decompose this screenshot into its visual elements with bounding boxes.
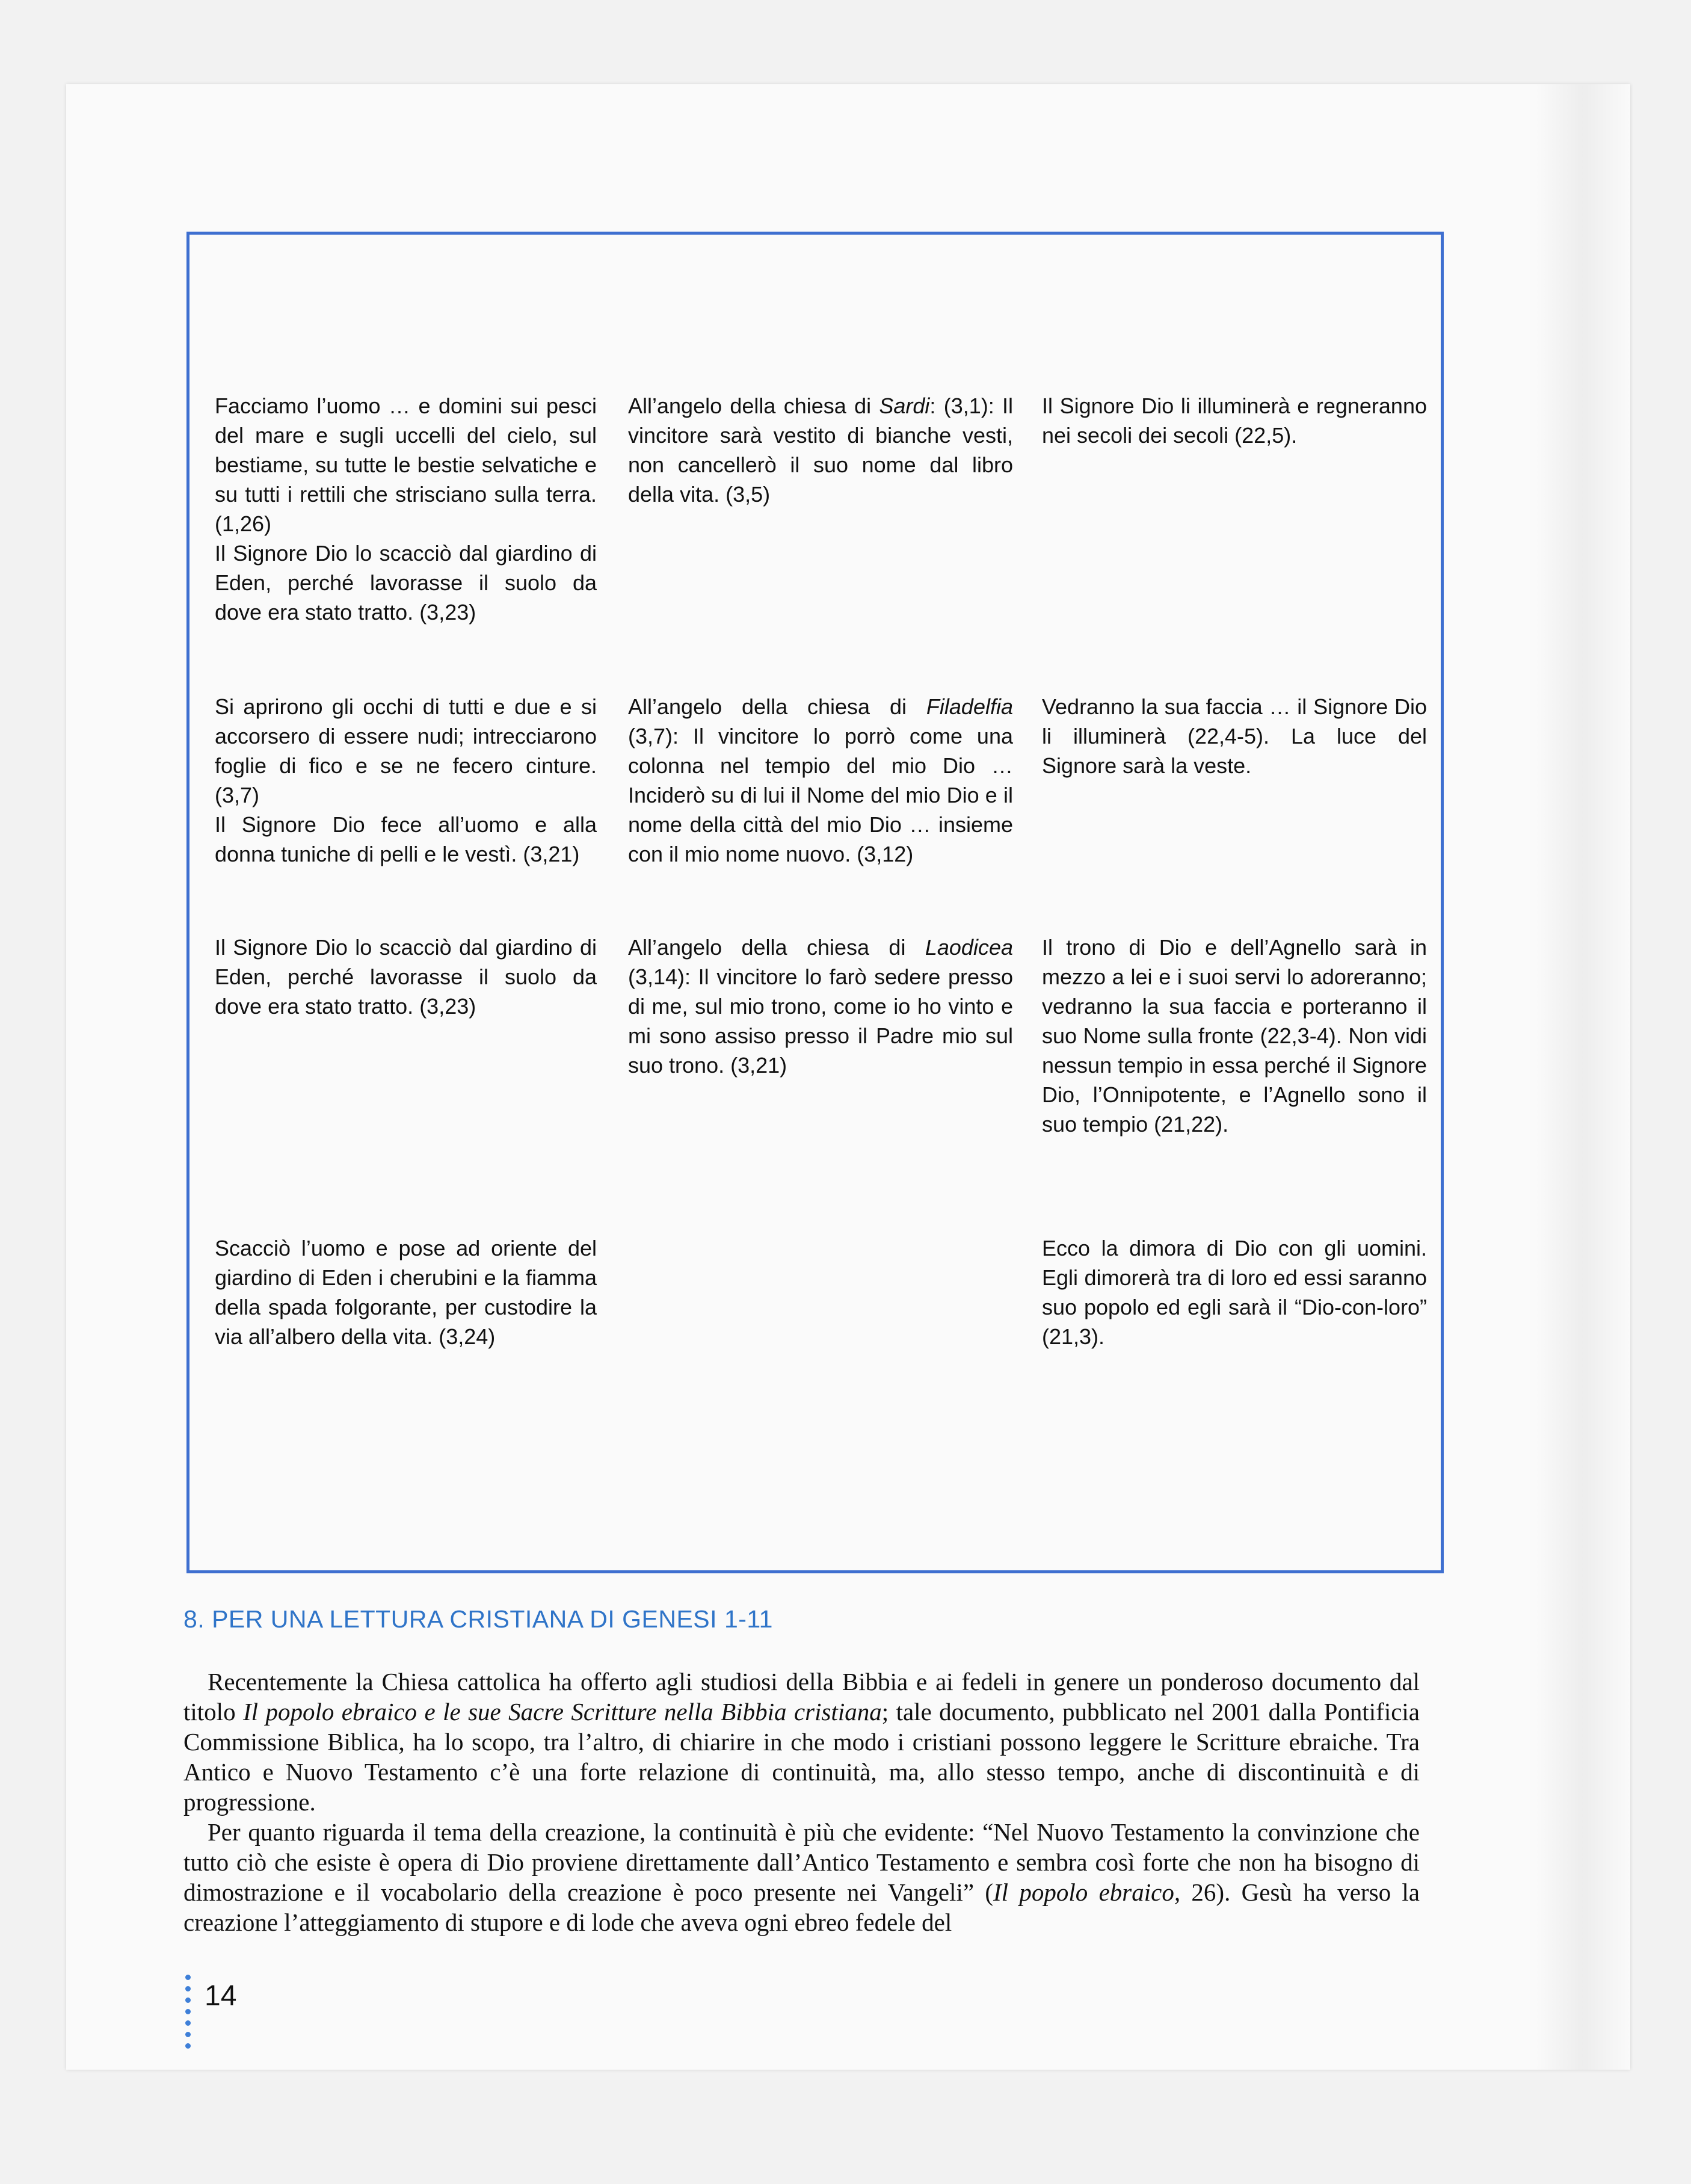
table-cell-revelation-church [628, 692, 1013, 869]
table-cell-genesis [215, 933, 597, 1021]
table-cell-revelation-final [1042, 391, 1427, 450]
cell-paragraph: Facciamo l’uomo … e domini sui pesci del mare e sugli uccelli del cielo, sul bestiame, su tutte le bestie selvatiche e su tutti i rettili che strisciano sulla terra. (1,26) [215, 393, 597, 536]
cell-paragraph: Si aprirono gli occhi di tutti e due e si accorsero di essere nudi; intrecciarono foglie di fico e se ne fecero cinture. (3,7) [215, 694, 597, 807]
body-paragraph: Per quanto riguarda il tema della creazione, la continuità è più che evidente: “Nel Nuovo Testamento la convinzione che tutto ciò che esiste è opera di Dio proviene direttamente dall’Antico Testamento e sembra così forte che non ha bisogno di dimostrazione e il vocabolario della creazione è poco presente nei Vangeli” (Il popolo ebraico, 26). Gesù ha verso la creazione l’atteggiamento di stupore e di lode che aveva ogni ebreo fedele del [183, 1818, 1420, 1936]
cell-paragraph: Scacciò l’uomo e pose ad oriente del giardino di Eden i cherubini e la fiamma della spada folgorante, per custodire la via all’albero della vita. (3,24) [215, 1236, 597, 1349]
body-text [183, 1667, 1420, 1937]
page-number-dots [183, 1975, 193, 2055]
cell-paragraph: Vedranno la sua faccia … il Signore Dio li illuminerà (22,4-5). La luce del Signore sarà la veste. [1042, 694, 1427, 778]
table-cell-genesis [215, 391, 597, 627]
cell-paragraph: All’angelo della chiesa di Sardi: (3,1): Il vincitore sarà vestito di bianche vesti, non cancellerò il suo nome dal libro della vita. (3,5) [628, 393, 1014, 507]
cell-paragraph: All’angelo della chiesa di Filadelfia (3,7): Il vincitore lo porrò come una colonna nel tempio del mio Dio … Inciderò su di lui il Nome del mio Dio e il nome della città del mio Dio … insieme con il mio nome nuovo. (3,12) [628, 694, 1013, 866]
section-heading: 8. PER UNA LETTURA CRISTIANA DI GENESI 1-11 [183, 1605, 773, 1633]
table-cell-revelation-final [1042, 692, 1427, 780]
table-cell-revelation-church [628, 391, 1013, 509]
table-cell-revelation-final [1042, 1233, 1427, 1351]
cell-paragraph: Il Signore Dio lo scacciò dal giardino di Eden, perché lavorasse il suolo da dove era stato tratto. (3,23) [215, 935, 597, 1019]
cell-paragraph: Il Signore Dio fece all’uomo e alla donna tuniche di pelli e le vestì. (3,21) [215, 812, 597, 866]
body-paragraph: Recentemente la Chiesa cattolica ha offerto agli studiosi della Bibbia e ai fedeli in genere un ponderoso documento dal titolo Il popolo ebraico e le sue Sacre Scritture nella Bibbia cristiana; tale documento, pubblicato nel 2001 dalla Pontificia Commissione Biblica, ha lo scopo, tra l’altro, di chiarire in che modo i cristiani possono leggere le Scritture ebraiche. Tra Antico e Nuovo Testamento c’è una forte relazione di continuità, ma, allo stesso tempo, anche di discontinuità e di progressione. [183, 1668, 1420, 1816]
table-cell-genesis [215, 1233, 597, 1351]
page-number: 14 [205, 1980, 237, 2012]
cell-paragraph: Il Signore Dio lo scacciò dal giardino di Eden, perché lavorasse il suolo da dove era stato tratto. (3,23) [215, 541, 597, 625]
cell-paragraph: Il trono di Dio e dell’Agnello sarà in mezzo a lei e i suoi servi lo adoreranno; vedranno la sua faccia e porteranno il suo Nome sulla fronte (22,3-4). Non vidi nessun tempio in essa perché il Signore Dio, l’Onnipotente, e l’Agnello sono il suo tempio (21,22). [1042, 935, 1427, 1137]
table-cell-revelation-final [1042, 933, 1427, 1139]
table-cell-genesis [215, 692, 597, 869]
cell-paragraph: Il Signore Dio li illuminerà e regneranno nei secoli dei secoli (22,5). [1042, 393, 1427, 448]
table-cell-revelation-church [628, 933, 1013, 1080]
cell-paragraph: Ecco la dimora di Dio con gli uomini. Egli dimorerà tra di loro ed essi saranno suo popolo ed egli sarà il “Dio-con-loro” (21,3). [1042, 1236, 1427, 1349]
cell-paragraph: All’angelo della chiesa di Laodicea (3,14): Il vincitore lo farò sedere presso di me, sul mio trono, come io ho vinto e mi sono assiso presso il Padre mio sul suo trono. (3,21) [628, 935, 1013, 1078]
page-fold-shadow [1535, 84, 1631, 2070]
